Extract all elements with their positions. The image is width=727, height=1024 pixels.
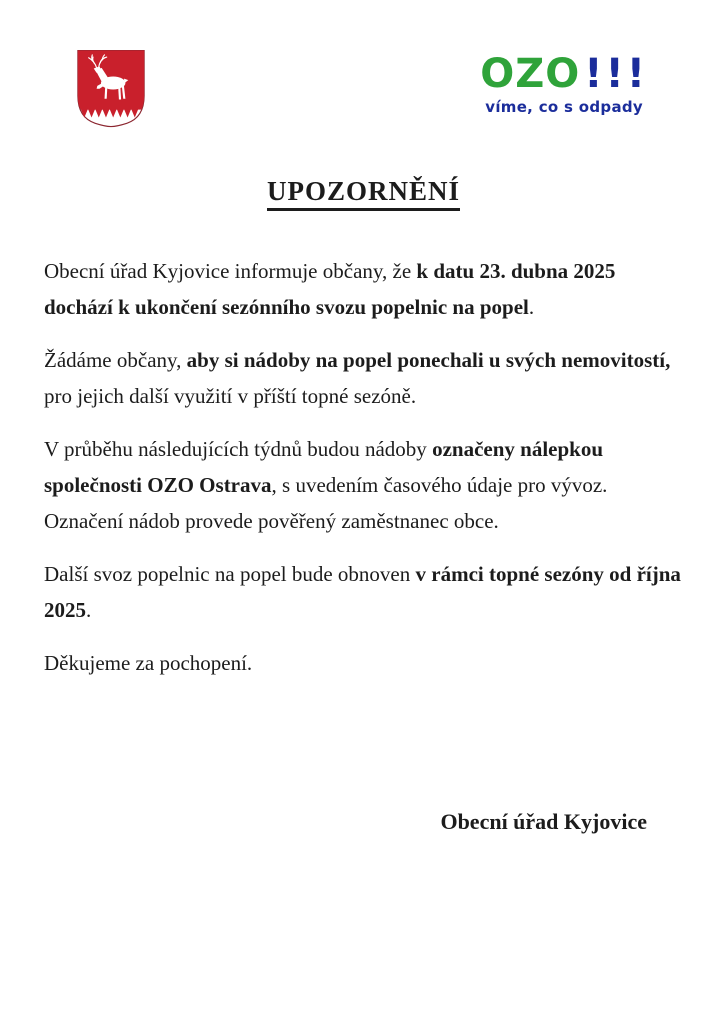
paragraph-run-bold: označeny nálepkou společnosti OZO Ostrava <box>44 437 604 497</box>
ozo-wordmark <box>480 51 648 97</box>
paragraph-run: . <box>86 598 92 622</box>
signature: Obecní úřad Kyjovice <box>440 809 647 834</box>
signature-row <box>44 809 683 835</box>
paragraph-run: , s uvedením časového údaje pro vývoz. Označení nádob provede pověřený zaměstnanec obce. <box>44 473 608 533</box>
ozo-wordmark-text: OZO <box>480 51 581 97</box>
paragraph-run: Žádáme občany, <box>44 348 187 372</box>
paragraph <box>44 431 683 539</box>
notice-body <box>44 253 683 681</box>
paragraph-run-bold: aby si nádoby na popel ponechali u svých nemovitostí, <box>186 348 671 372</box>
paragraph <box>44 556 683 628</box>
paragraph-run-bold: k datu 23. dubna 2025 dochází k ukončení sezónního svozu popelnic na popel <box>44 259 616 319</box>
paragraph-run: Děkujeme za pochopení. <box>44 651 253 675</box>
ozo-logo <box>480 51 648 116</box>
title-row <box>44 176 683 211</box>
ozo-exclamations: !!! <box>584 51 648 97</box>
paragraph <box>44 253 683 325</box>
paragraph-run: . <box>528 295 535 319</box>
kyjovice-coat-of-arms-icon <box>75 48 147 128</box>
paragraph <box>44 342 683 414</box>
ozo-tagline: víme, co s odpady <box>485 98 643 116</box>
paragraph <box>44 645 683 681</box>
page-title: UPOZORNĚNÍ <box>267 176 460 211</box>
page-header <box>44 48 683 144</box>
paragraph-run: V průběhu následujících týdnů budou nádoby <box>44 437 433 461</box>
paragraph-run: Obecní úřad Kyjovice informuje občany, že <box>44 259 417 283</box>
paragraph-run: pro jejich další využití v příští topné sezóně. <box>44 384 417 408</box>
paragraph-run: Další svoz popelnic na popel bude obnoven <box>44 562 416 586</box>
paragraph-run-bold: v rámci topné sezóny od října 2025 <box>44 562 681 622</box>
